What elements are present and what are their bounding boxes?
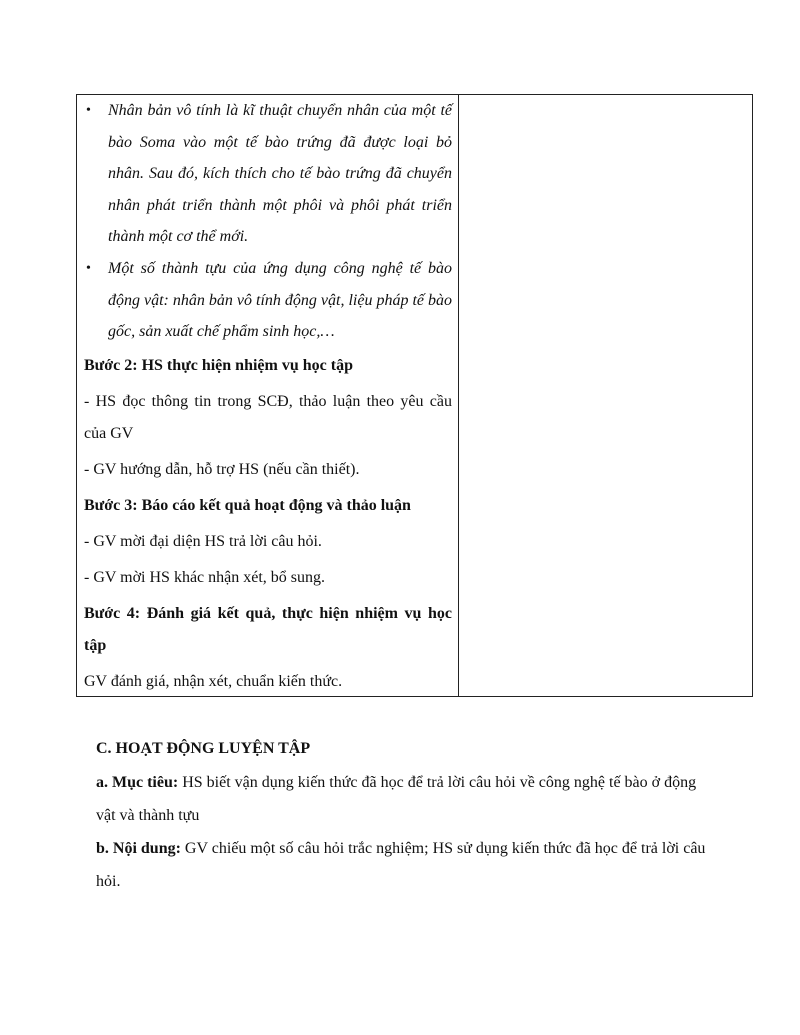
bullet-icon: • bbox=[86, 103, 91, 118]
content-text: GV chiếu một số câu hỏi trắc nghiệm; HS sử dụng kiến thức đã học để trả lời câu hỏi. bbox=[96, 840, 706, 890]
step4-heading: Bước 4: Đánh giá kết quả, thực hiện nhiệm vụ học tập bbox=[84, 604, 452, 654]
step3-heading: Bước 3: Báo cáo kết quả hoạt động và thảo luận bbox=[84, 496, 411, 514]
content-label: b. Nội dung: bbox=[96, 840, 181, 857]
bullet-item bbox=[84, 253, 452, 348]
content-paragraph bbox=[96, 832, 716, 898]
step2-line: - HS đọc thông tin trong SCĐ, thảo luận theo yêu cầu của GV bbox=[84, 392, 452, 442]
step4-line: GV đánh giá, nhận xét, chuẩn kiến thức. bbox=[84, 672, 343, 690]
activity-column bbox=[77, 95, 459, 696]
lesson-table bbox=[76, 94, 753, 697]
knowledge-bullet-list bbox=[84, 95, 452, 348]
step3-line: - GV mời HS khác nhận xét, bổ sung. bbox=[84, 568, 326, 586]
bullet-text: Nhân bản vô tính là kĩ thuật chuyển nhân của một tế bào Soma vào một tế bào trứng đã được loại bỏ nhân. Sau đó, kích thích cho tế bào trứng đã chuyển nhân phát triển thành một phôi và phôi phát triển thành một cơ thể mới. bbox=[108, 102, 452, 246]
step2-line: - GV hướng dẫn, hỗ trợ HS (nếu cần thiết). bbox=[84, 460, 360, 478]
bullet-icon: • bbox=[86, 260, 91, 276]
objective-text: HS biết vận dụng kiến thức đã học để trả lời câu hỏi về công nghệ tế bào ở động vật và thành tựu bbox=[96, 774, 697, 824]
bullet-text: Một số thành tựu của ứng dụng công nghệ tế bào động vật: nhân bản vô tính động vật, liệu pháp tế bào gốc, sản xuất chế phẩm sinh học,… bbox=[108, 259, 452, 341]
empty-right-column bbox=[459, 95, 752, 696]
section-title: C. HOẠT ĐỘNG LUYỆN TẬP bbox=[96, 740, 311, 757]
objective-paragraph bbox=[96, 766, 716, 832]
objective-label: a. Mục tiêu: bbox=[96, 774, 179, 791]
step3-line: - GV mời đại diện HS trả lời câu hỏi. bbox=[84, 532, 322, 550]
bullet-item bbox=[84, 95, 452, 253]
step2-heading: Bước 2: HS thực hiện nhiệm vụ học tập bbox=[84, 356, 353, 374]
practice-section bbox=[96, 734, 716, 898]
